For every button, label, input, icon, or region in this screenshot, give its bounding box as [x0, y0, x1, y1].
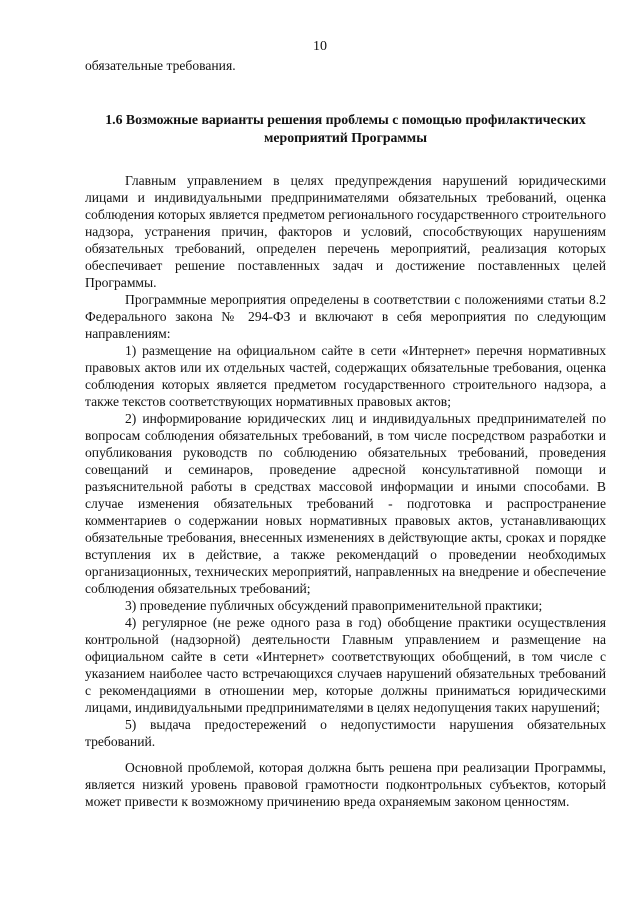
list-item-5: 5) выдача предостережений о недопустимости нарушения обязательных требований.: [85, 717, 606, 749]
document-body: [85, 57, 606, 810]
paragraph-measures: Программные мероприятия определены в соответствии с положениями статьи 8.2 Федерального закона № 294-ФЗ и включают в себя мероприятия по следующим направлениям:: [85, 292, 606, 341]
paragraph-intro: Главным управлением в целях предупреждения нарушений юридическими лицами и индивидуальными предпринимателями обязательных требований, оценка соблюдения которых является предметом регионального государственного строительного надзора, устранения причин, факторов и условий, способствующих нарушениям обязательных требований, определен перечень мероприятий, реализация которых обеспечивает решение поставленных задач и достижение поставленных целей Программы.: [85, 173, 606, 290]
page-number: 10: [313, 39, 327, 54]
paragraph-main-problem: Основной проблемой, которая должна быть решена при реализации Программы, является низкий уровень правовой грамотности подконтрольных субъектов, который может привести к возможному причинению вреда охраняемым законом ценностям.: [85, 760, 606, 809]
list-item-3: 3) проведение публичных обсуждений правоприменительной практики;: [125, 598, 543, 613]
list-item-1: 1) размещение на официальном сайте в сети «Интернет» перечня нормативных правовых актов или их отдельных частей, содержащих обязательные требования, оценка соблюдения которых является предметом государственного строительного надзора, а также текстов соответствующих нормативных правовых актов;: [85, 343, 606, 409]
lead-text: обязательные требования.: [85, 58, 236, 73]
list-item-2: 2) информирование юридических лиц и индивидуальных предпринимателей по вопросам соблюдения обязательных требований, в том числе посредством разработки и опубликования руководств по соблюдению обязательных требований, проведения совещаний и семинаров, проведение адресной консультативной помощи и разъяснительной работы в средствах массовой информации и иными способами. В случае изменения обязательных требований - подготовка и распространение комментариев о содержании новых нормативных правовых актов, устанавливающих обязательные требования, внесенных изменениях в действующие акты, сроках и порядке вступления их в действие, а также рекомендаций о проведении необходимых организационных, технических мероприятий, направленных на внедрение и обеспечение соблюдения обязательных требований;: [85, 411, 606, 596]
section-heading: 1.6 Возможные варианты решения проблемы с помощью профилактических мероприятий Программы: [105, 112, 586, 145]
list-item-4: 4) регулярное (не реже одного раза в год) обобщение практики осуществления контрольной (надзорной) деятельности Главным управлением и размещение на официальном сайте в сети «Интернет» соответствующих обобщений, в том числе с указанием наиболее часто встречающихся случаев нарушений обязательных требований с рекомендациями в отношении мер, которые должны приниматься юридическими лицами, индивидуальными предпринимателями в целях недопущения таких нарушений;: [85, 615, 606, 715]
